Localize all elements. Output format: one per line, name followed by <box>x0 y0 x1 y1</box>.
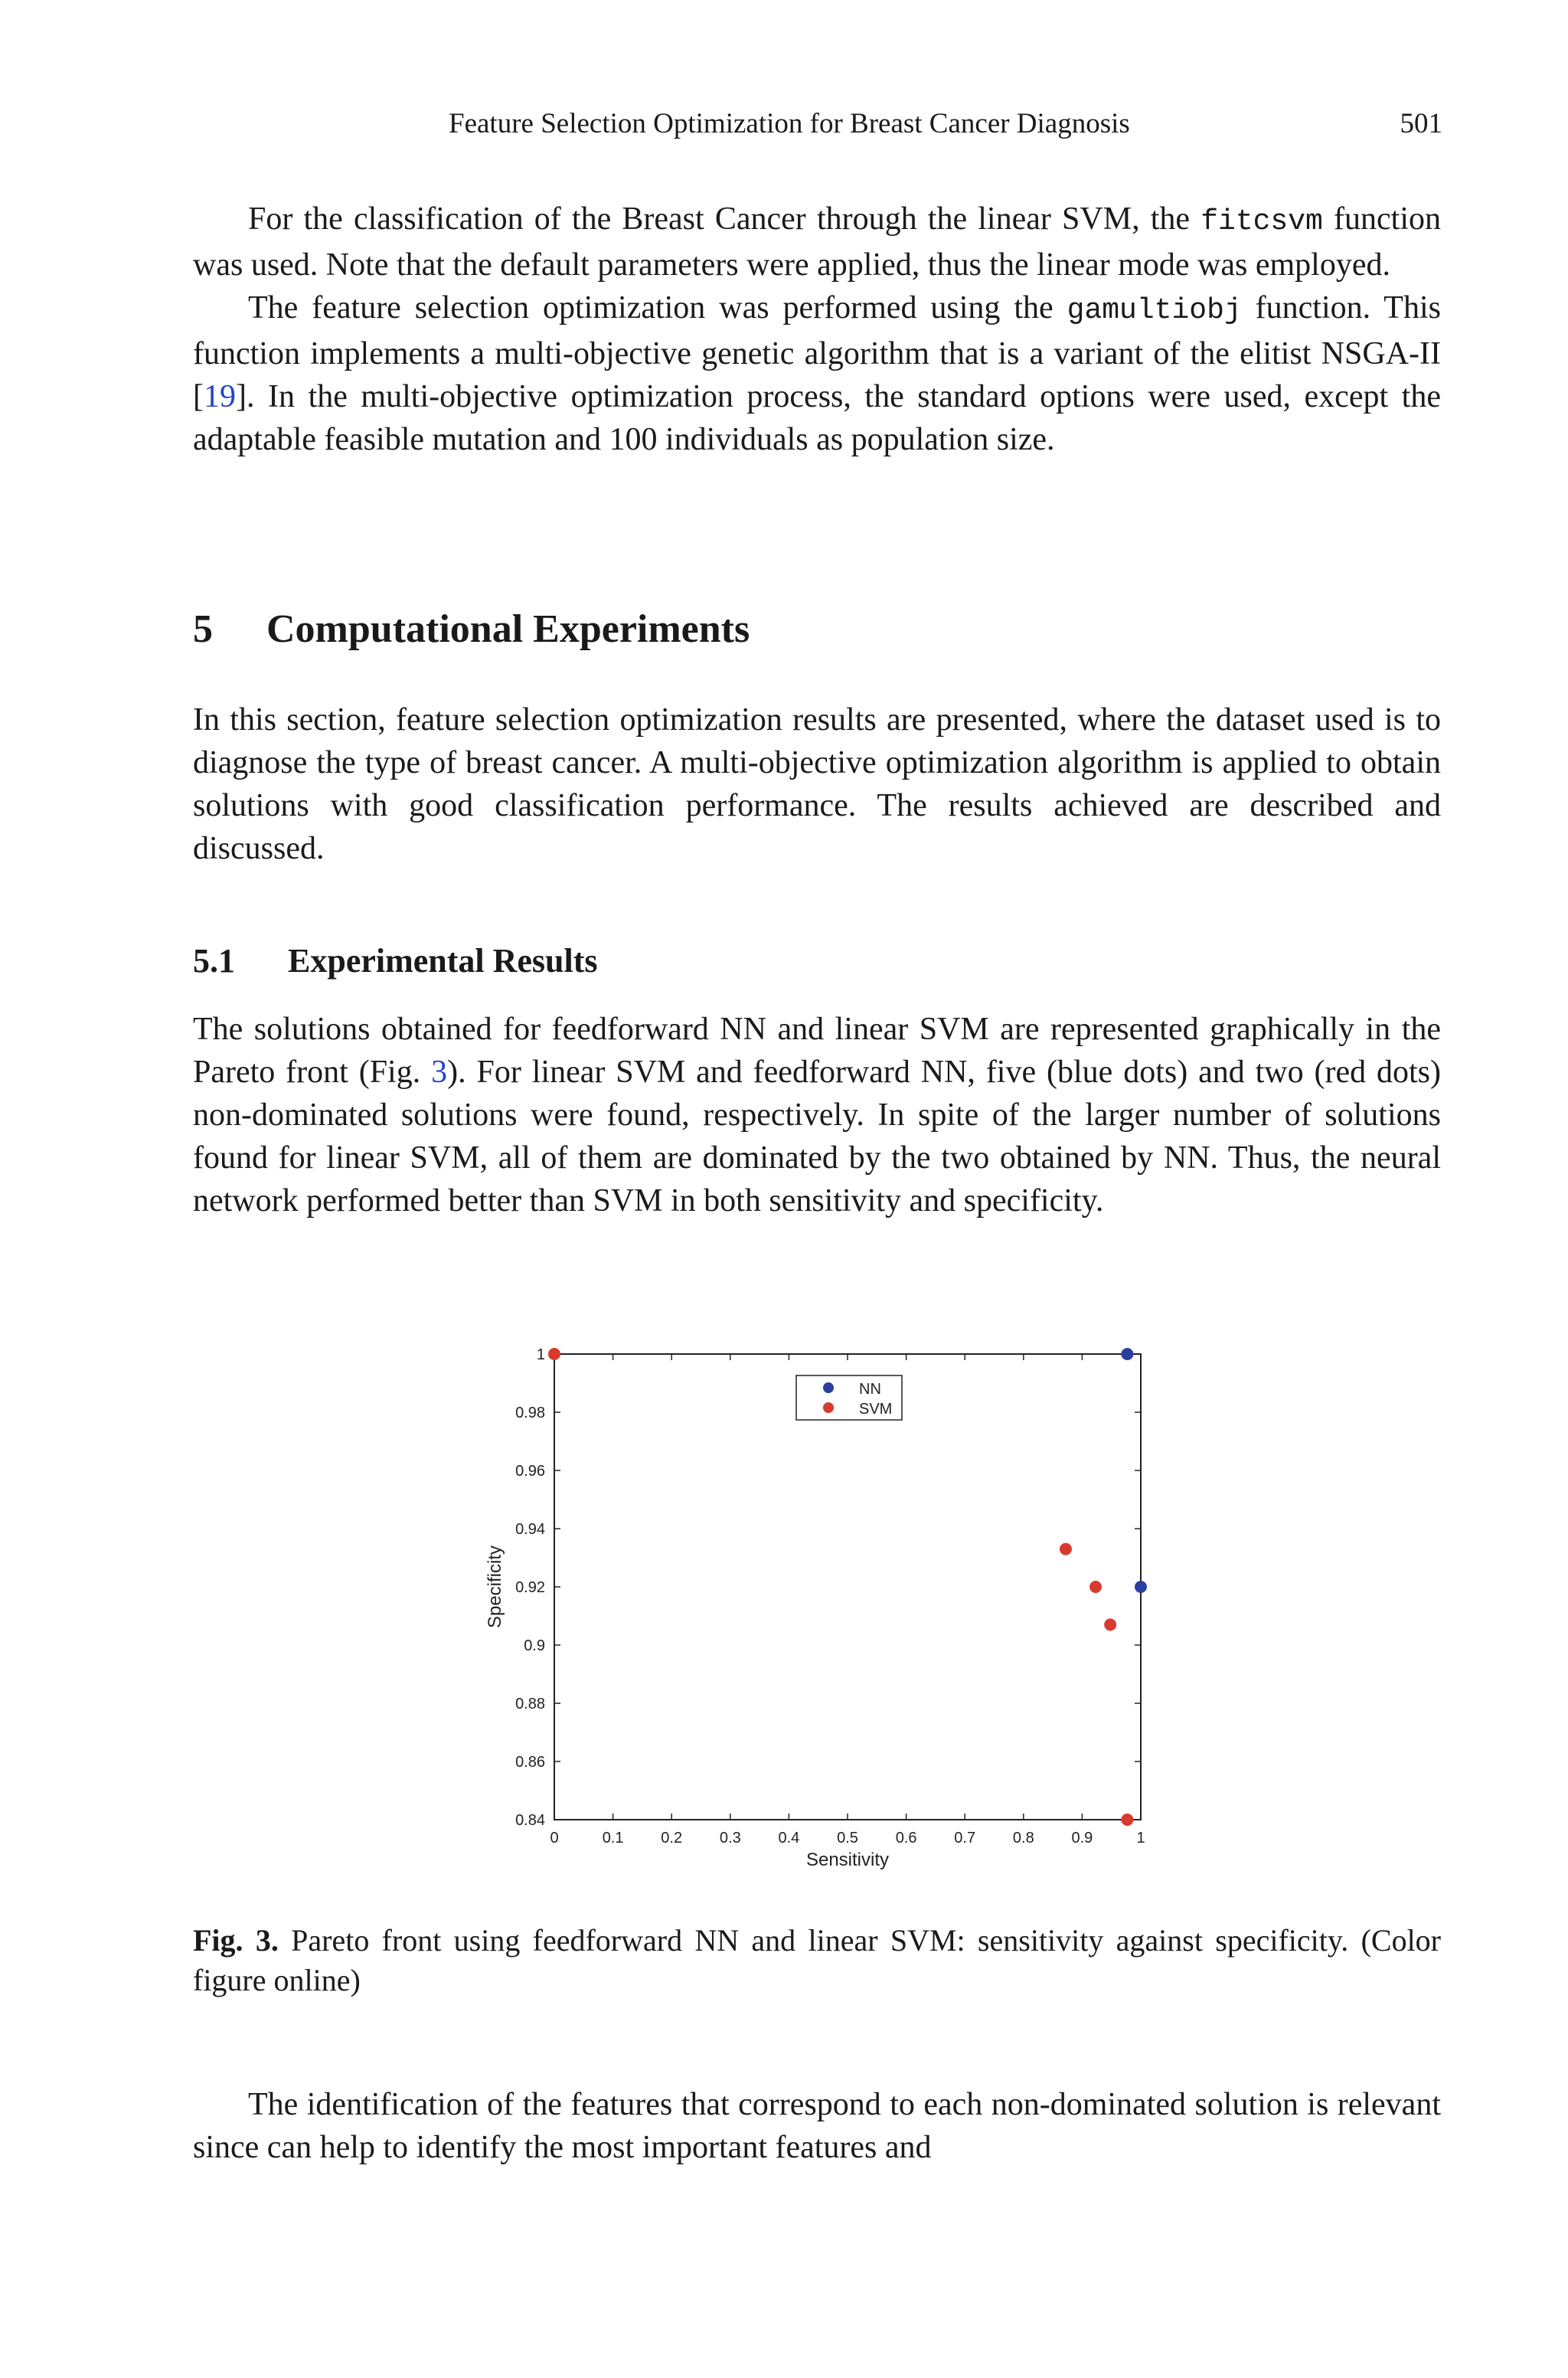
subsection-title: Experimental Results <box>288 942 598 980</box>
section-heading <box>193 605 750 654</box>
x-tick-label: 0.9 <box>1071 1830 1093 1846</box>
pareto-chart <box>459 1333 1164 1892</box>
intro-paragraphs <box>193 198 1441 461</box>
code-fitcsvm: fitcsvm <box>1200 205 1323 238</box>
x-tick-label: 0.8 <box>1012 1830 1034 1846</box>
running-head-title: Feature Selection Optimization for Breast Cancer Diagnosis <box>449 108 1130 139</box>
legend-label-svm: SVM <box>859 1401 893 1418</box>
y-tick-label: 0.92 <box>515 1579 545 1596</box>
running-head <box>449 107 1442 141</box>
point-svm <box>1104 1618 1116 1631</box>
y-tick-label: 0.88 <box>515 1696 545 1712</box>
legend <box>796 1375 902 1420</box>
paragraph-results: The solutions obtained for feedforward NN and linear SVM are represented graphically in the Pareto front (Fig. 3). For linear SVM and feedforward NN, five (blue dots) and two (red dots) non-dominated solutions were found, respectively. In spite of the larger number of solutions found for linear SVM, all of them are dominated by the two obtained by NN. Thus, the neural network performed better than SVM in both sensitivity and specificity. <box>193 1012 1442 1218</box>
paragraph-fitcsvm: For the classification of the Breast Cancer through the linear SVM, the fitcsvm function was used. Note that the default parameters were applied, thus the linear mode was employed. <box>193 201 1441 283</box>
y-tick-label: 0.86 <box>515 1754 545 1771</box>
section-title: Computational Experiments <box>266 607 750 651</box>
x-tick-label: 1 <box>1136 1830 1145 1846</box>
point-nn <box>1135 1581 1147 1593</box>
point-svm <box>1060 1543 1072 1555</box>
x-tick-label: 0.3 <box>719 1830 741 1846</box>
x-tick-label: 0.5 <box>837 1830 858 1846</box>
x-tick-label: 0 <box>550 1830 559 1846</box>
citation-link[interactable]: 19 <box>204 379 236 414</box>
y-tick-label: 1 <box>536 1346 545 1363</box>
x-tick-label: 0.2 <box>661 1830 683 1846</box>
legend-marker-svm <box>823 1402 834 1413</box>
x-tick-label: 0.1 <box>602 1830 624 1846</box>
plot-frame <box>554 1354 1141 1820</box>
caption-label: Fig. 3. <box>193 1923 279 1958</box>
legend-label-nn: NN <box>859 1381 881 1398</box>
y-tick-label: 0.98 <box>515 1405 545 1421</box>
y-tick-label: 0.94 <box>515 1521 545 1538</box>
paragraph-section-intro: In this section, feature selection optimization results are presented, where the dataset used is to diagnose the type of breast cancer. A multi-objective optimization algorithm is applied to obtain solutions with good classification performance. The results achieved are described and discussed. <box>193 702 1441 866</box>
figure-caption <box>193 1921 1441 2000</box>
figure-link[interactable]: 3 <box>431 1055 448 1090</box>
x-tick-label: 0.6 <box>895 1830 917 1846</box>
closing-text <box>193 2083 1441 2169</box>
point-svm <box>548 1348 560 1360</box>
section-intro <box>193 698 1441 870</box>
y-tick-label: 0.96 <box>515 1463 545 1480</box>
code-gamultiobj: gamultiobj <box>1067 294 1242 327</box>
paragraph-gamultiobj: The feature selection optimization was performed using the gamultiobj function. This function implements a multi-objective genetic algorithm that is a variant of the elitist NSGA-II [19]. In the multi-objective optimization process, the standard options were used, except the adaptable feasible mutation and 100 individuals as population size. <box>193 290 1441 457</box>
y-tick-label: 0.9 <box>524 1637 545 1654</box>
x-tick-label: 0.4 <box>778 1830 800 1846</box>
pareto-figure <box>459 1333 1164 1892</box>
x-axis-label: Sensitivity <box>805 1850 890 1870</box>
legend-marker-nn <box>823 1382 834 1393</box>
caption-text: Pareto front using feedforward NN and linear SVM: sensitivity against specificity. (Color figure online) <box>193 1923 1441 1997</box>
x-tick-label: 0.7 <box>954 1830 976 1846</box>
point-svm <box>1089 1581 1102 1593</box>
results-text <box>193 1008 1441 1222</box>
subsection-number: 5.1 <box>193 942 235 980</box>
point-nn <box>1121 1348 1133 1360</box>
subsection-heading <box>193 940 598 982</box>
point-svm <box>1121 1814 1133 1826</box>
page-number: 501 <box>1400 108 1442 139</box>
section-number: 5 <box>193 607 213 651</box>
y-tick-label: 0.84 <box>515 1812 545 1829</box>
paragraph-features: The identification of the features that correspond to each non-dominated solution is relevant since can help to identify the most important features and <box>193 2087 1441 2165</box>
y-axis-label: Specificity <box>485 1545 505 1629</box>
